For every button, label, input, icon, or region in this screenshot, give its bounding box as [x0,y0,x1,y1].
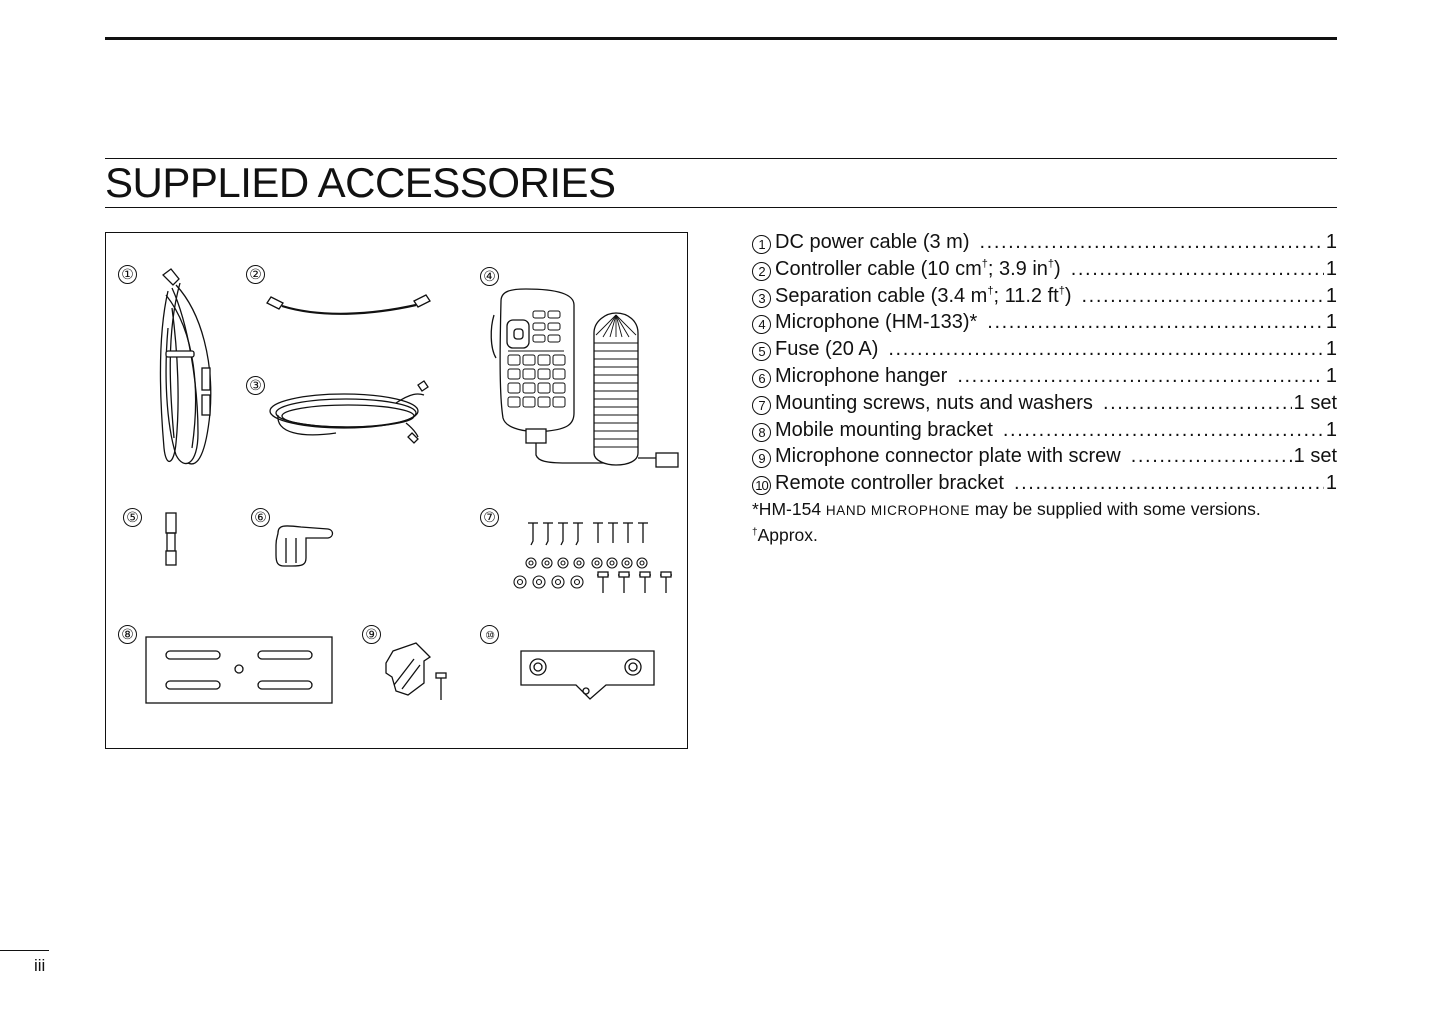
item-quantity: 1 [1325,311,1337,334]
dot-leader [957,363,1324,390]
dot-leader [987,309,1324,336]
remote-bracket-drawing [521,651,654,699]
item-quantity: 1 set [1293,445,1337,468]
list-item [752,283,1337,310]
marker-6: ⑥ [251,508,270,527]
item-name: DC power cable (3 m) [775,231,970,253]
item-quantity: 1 [1325,418,1337,441]
item-number: 5 [752,342,771,361]
item-name: Fuse (20 A) [775,338,879,361]
item-name: Microphone hanger [775,364,948,387]
dot-leader [1003,417,1324,444]
item-quantity: 1 [1325,338,1337,361]
item-quantity: 1 [1325,231,1337,253]
list-item [752,336,1337,363]
dot-leader [1014,470,1324,497]
list-item [752,229,1337,256]
list-item [752,390,1337,417]
microphone-drawing [491,289,678,467]
item-name: Controller cable (10 cm†; 3.9 in†) [775,257,1061,280]
list-item [752,309,1337,336]
marker-2: ② [246,265,265,284]
marker-3: ③ [246,376,265,395]
page-number: iii [34,956,46,975]
controller-cable-drawing [267,295,430,314]
item-number: 3 [752,289,771,308]
dot-leader [1131,443,1292,470]
dot-leader [980,229,1324,256]
list-item [752,363,1337,390]
footnote-approx: †Approx. [752,524,818,545]
item-name: Separation cable (3.4 m†; 11.2 ft†) [775,284,1072,307]
list-item [752,256,1337,283]
footnote-hm154: *HM-154 HAND MICROPHONE may be supplied with some versions. [752,498,1261,519]
title-rule-bottom [105,207,1337,208]
item-name: Mobile mounting bracket [775,418,993,441]
marker-9: ⑨ [362,625,381,644]
item-number: 2 [752,262,771,281]
list-item [752,443,1337,470]
item-name: Microphone connector plate with screw [775,445,1121,468]
accessories-illustration [105,232,688,749]
item-number: 7 [752,396,771,415]
item-number: 4 [752,315,771,334]
marker-4: ④ [480,267,499,286]
item-name: Microphone (HM-133)* [775,311,978,334]
fuse-drawing [166,513,176,565]
dc-power-cable-drawing [160,269,210,464]
item-quantity: 1 [1325,257,1337,280]
item-name: Remote controller bracket [775,472,1004,495]
list-item [752,417,1337,444]
dot-leader [888,336,1323,363]
separation-cable-drawing [270,381,428,443]
accessory-list [752,229,1337,547]
item-number: 9 [752,449,771,468]
header-rule [105,37,1337,40]
marker-10: ⑩ [480,625,499,644]
list-item [752,470,1337,497]
item-quantity: 1 [1325,364,1337,387]
marker-1: ① [118,265,137,284]
item-quantity: 1 [1325,472,1337,495]
connector-plate-drawing [386,643,446,700]
marker-7: ⑦ [480,508,499,527]
marker-8: ⑧ [118,625,137,644]
dot-leader [1082,283,1324,310]
item-quantity: 1 set [1293,391,1337,414]
microphone-hanger-drawing [276,526,333,566]
item-number: 6 [752,369,771,388]
page-title: SUPPLIED ACCESSORIES [105,159,616,206]
item-name: Mounting screws, nuts and washers [775,391,1093,414]
screws-nuts-washers-drawing [514,523,672,593]
item-number: 8 [752,423,771,442]
item-quantity: 1 [1325,284,1337,307]
item-number: 10 [752,476,771,495]
item-number: 1 [752,235,771,254]
mobile-bracket-drawing [146,637,332,703]
dot-leader [1071,256,1324,283]
marker-5: ⑤ [123,508,142,527]
page-number-rule [0,950,49,951]
dot-leader [1103,390,1292,417]
